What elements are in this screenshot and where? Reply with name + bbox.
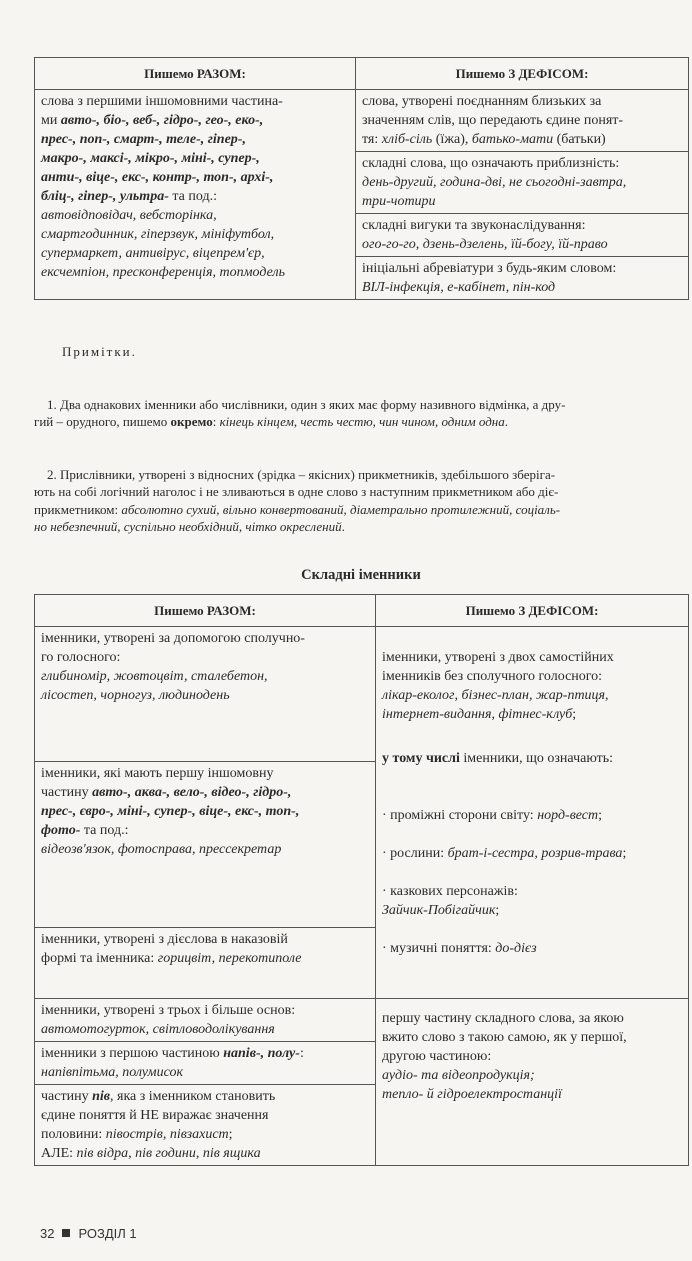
- together-rule-cell: [35, 761, 376, 927]
- text-run: · рослини:: [382, 846, 448, 861]
- text-run: (їжа),: [432, 132, 472, 147]
- header-together: Пишемо РАЗОМ:: [35, 595, 376, 627]
- text-run: · музичні поняття:: [382, 941, 496, 956]
- notes-block: [34, 308, 688, 553]
- emphasized-text: у тому числі: [382, 751, 460, 766]
- note-item: [34, 466, 688, 536]
- hyphen-rule-cell: [376, 627, 689, 999]
- emphasized-text: пів: [92, 1089, 111, 1104]
- square-bullet-icon: [62, 1229, 70, 1237]
- text-run: ; АЛЕ:: [41, 1127, 233, 1161]
- text-run: :: [299, 1046, 304, 1061]
- emphasized-text: норд-вест: [537, 808, 599, 823]
- text-run: , яка з іменником становить єдине поняття й НЕ виражає значення половини:: [41, 1089, 276, 1142]
- emphasized-text: окремо: [170, 414, 213, 429]
- hyphen-rule-cell: [356, 214, 689, 257]
- text-run: слова, утворені поєднанням близьких за значенням слів, що передають єдине понят- тя:: [362, 94, 624, 147]
- emphasized-text: відеозв'язок, фотосправа, прессекретар: [41, 841, 282, 857]
- writing-rules-table-1: [34, 57, 689, 300]
- emphasized-text: ого-го-го, дзень-дзелень, їй-богу, їй-право: [362, 237, 608, 252]
- bullet-item: [382, 806, 682, 825]
- text-run: іменники, утворені за допомогою сполучно- го голосного:: [41, 631, 305, 665]
- text-run: іменники, утворені з трьох і більше основ:: [41, 1003, 296, 1018]
- text-run: ;: [598, 808, 603, 823]
- header-together: Пишемо РАЗОМ:: [35, 58, 356, 90]
- hyphen-rule-cell: [356, 257, 689, 300]
- emphasized-text: лікар-еколог, бізнес-план, жар-птиця, інтернет-видання, фітнес-клуб: [382, 688, 609, 722]
- text-run: ;: [495, 903, 500, 918]
- emphasized-text: автовідповідач, вебсторінка, смартгодинник, гіперзвук, мініфутбол, супермаркет, антивірус, віцепрем'єр, ексчемпіон, пресконференція, топмодель: [41, 208, 285, 280]
- text-run: · проміжні сторони світу:: [382, 808, 538, 823]
- text-run: частину: [41, 1089, 93, 1104]
- together-rule-cell: [35, 90, 356, 300]
- text-run: іменники, що означають:: [459, 751, 614, 766]
- compound-nouns-table: [34, 594, 689, 1166]
- emphasized-text: день-другий, година-дві, не сьогодні-завтра, три-чотири: [362, 175, 627, 209]
- page-footer: [34, 1226, 688, 1241]
- text-run: .: [341, 519, 345, 534]
- text-run: 1. Два однакових іменники або числівники, один з яких має форму називного відмінка, а дру- гий – орудного, пишемо: [34, 396, 566, 429]
- emphasized-text: авто-, біо-, веб-, гідро-, гео-, еко-, прес-, поп-, смарт-, теле-, гіпер-, макро-, максі-, мікро-, міні-, супер-, анти-, віце-, екс-, контр-, топ-, архі-, бліц-, гіпер-, ультра-: [41, 113, 274, 204]
- together-rule-cell: [35, 627, 376, 762]
- hyphen-rule-cell: [376, 999, 689, 1166]
- text-run: ;: [622, 846, 627, 861]
- text-run: 2. Прислівники, утворені з відносних (зрідка – якісних) прикметників, здебільшого зберіга- ють на собі логічний наголос і не зливаються в одне слово з наступним прикметником або діє- прикметником:: [34, 466, 559, 517]
- emphasized-text: авто-, аква-, вело-, відео-, гідро-, прес-, євро-, міні-, супер-, віце-, екс-, топ-, фото-: [41, 784, 300, 838]
- bullet-item: [382, 882, 682, 920]
- emphasized-text: напів-, полу-: [223, 1046, 300, 1061]
- text-run: та под.:: [83, 822, 129, 838]
- emphasized-text: Зайчик-Побігайчик: [382, 903, 496, 918]
- text-run: слова з першими іншомовними частина- ми: [41, 94, 283, 128]
- emphasized-text: автомотогурток, світловодолікування: [41, 1022, 275, 1037]
- text-run: складні вигуки та звуконаслідування:: [362, 218, 586, 233]
- notes-title: Примітки.: [62, 344, 137, 359]
- section-title: Складні іменники: [301, 567, 421, 583]
- section-label: РОЗДІЛ 1: [78, 1226, 137, 1241]
- emphasized-text: горицвіт, перекотиполе: [157, 950, 302, 966]
- emphasized-text: пів відра, пів години, пів ящика: [76, 1146, 261, 1161]
- text-run: та под.:: [172, 189, 217, 204]
- text-run: іменники, утворені з двох самостійних іменників без сполучного голосного:: [382, 650, 614, 684]
- text-run: (батьки): [553, 132, 606, 147]
- text-run: складні слова, що означають приблизність:: [362, 156, 620, 171]
- text-run: ;: [572, 707, 577, 722]
- emphasized-text: абсолютно сухий, вільно конвертований, діаметрально протилежний, соціаль- но небезпечний, суспільно необхідний, чітко окреслений: [34, 501, 561, 534]
- together-rule-cell: [35, 1085, 376, 1166]
- page-number: 32: [40, 1226, 55, 1241]
- emphasized-text: аудіо- та відеопродукція; тепло- й гідроелектростанції: [382, 1068, 562, 1102]
- emphasized-text: хліб-сіль: [381, 132, 433, 147]
- header-hyphen: Пишемо З ДЕФІСОМ:: [356, 58, 689, 90]
- text-run: .: [504, 414, 508, 429]
- bullet-item: [382, 939, 682, 958]
- together-rule-cell: [35, 999, 376, 1042]
- hyphen-rule-cell: [356, 152, 689, 214]
- text-run: іменники, утворені з дієслова в наказовій формі та іменника:: [41, 931, 288, 966]
- emphasized-text: до-дієз: [495, 941, 537, 956]
- together-rule-cell: [35, 1042, 376, 1085]
- text-run: :: [212, 414, 220, 429]
- emphasized-text: брат-і-сестра, розрив-трава: [447, 846, 623, 861]
- text-run: іменники з першою частиною: [41, 1046, 224, 1061]
- hyphen-rule-subintro: [382, 749, 682, 768]
- emphasized-text: напівпітьма, полумисок: [41, 1065, 184, 1080]
- bullet-item: [382, 844, 682, 863]
- hyphen-rule-main: [382, 648, 682, 724]
- together-rule-cell: [35, 927, 376, 998]
- text-run: першу частину складного слова, за якою вжито слово з такою самою, як у першої, другою частиною:: [382, 1011, 627, 1064]
- header-hyphen: Пишемо З ДЕФІСОМ:: [376, 595, 689, 627]
- emphasized-text: кінець кінцем, честь честю, чин чином, одним одна: [219, 414, 505, 429]
- hyphen-rule-bullets: [382, 787, 682, 977]
- emphasized-text: ВІЛ-інфекція, е-кабінет, пін-код: [362, 280, 556, 295]
- emphasized-text: півострів, півзахист: [105, 1127, 229, 1142]
- text-run: · казкових персонажів:: [382, 884, 518, 899]
- hyphen-rule-cell: [356, 90, 689, 152]
- text-run: ініціальні абревіатури з будь-яким словом:: [362, 261, 617, 276]
- text-run: іменники, які мають першу іншомовну частину: [41, 765, 274, 800]
- note-item: [34, 396, 688, 431]
- emphasized-text: глибиномір, жовтоцвіт, сталебетон, лісостеп, чорногуз, людинодень: [41, 669, 268, 703]
- emphasized-text: батько-мати: [471, 132, 554, 147]
